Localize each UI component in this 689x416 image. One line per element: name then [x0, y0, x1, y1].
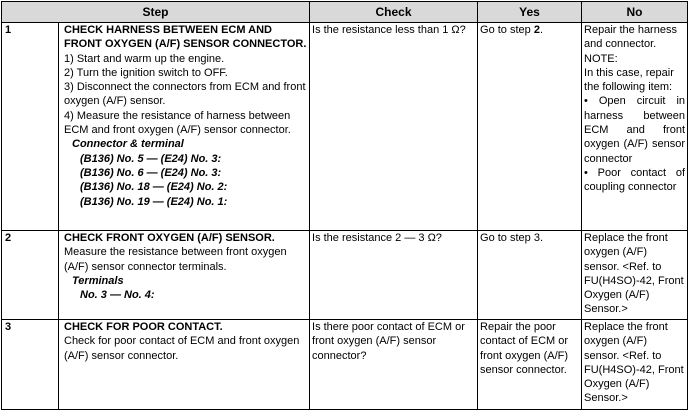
procedure-line: 1) Start and warm up the engine.: [64, 52, 225, 65]
diagnostic-table: [1, 1, 688, 410]
step-text: Check for poor contact of ECM and front oxygen (A/F) sensor connector.: [64, 335, 300, 362]
step-number: 3: [2, 320, 59, 410]
no-cell: [582, 23, 688, 231]
step-title: CHECK FRONT OXYGEN (A/F) SENSOR.: [64, 232, 275, 244]
yes-cell: Go to step 3.: [478, 231, 582, 320]
yes-step: 2: [533, 24, 540, 36]
terminal-pair: (B136) No. 19 — (E24) No. 1:: [80, 195, 228, 208]
procedure-line: 3) Disconnect the connectors from ECM and front oxygen (A/F) sensor.: [64, 81, 306, 108]
header-row: [2, 2, 688, 23]
terminals-label: Terminals: [72, 274, 124, 287]
note-item: • Open circuit in harness between ECM and front oxygen (A/F) sensor connector: [584, 95, 686, 165]
step-cell: [59, 320, 310, 410]
terminal-pair: No. 3 — No. 4:: [80, 289, 155, 302]
step-title: CHECK FOR POOR CONTACT.: [64, 321, 223, 333]
terminal-pair: (B136) No. 5 — (E24) No. 3:: [80, 152, 222, 165]
connector-label: Connector & terminal: [72, 138, 184, 151]
header-yes: Yes: [478, 2, 582, 23]
check-cell: Is the resistance less than 1 Ω?: [310, 23, 478, 231]
step-text: Measure the resistance between front oxygen (A/F) sensor connector terminals.: [64, 246, 287, 273]
table-row: [2, 320, 688, 410]
yes-cell: Go to step 2.: [478, 23, 582, 231]
step-number: 1: [2, 23, 59, 231]
no-cell: Replace the front oxygen (A/F) sensor. <Ref. to FU(H4SO)-42, Front Oxygen (A/F) Sensor.>: [582, 320, 688, 410]
terminal-pair: (B136) No. 18 — (E24) No. 2:: [80, 181, 228, 194]
table-row: [2, 231, 688, 320]
header-step: Step: [2, 2, 310, 23]
check-cell: Is the resistance 2 — 3 Ω?: [310, 231, 478, 320]
yes-cell: Repair the poor contact of ECM or front oxygen (A/F) sensor connector.: [478, 320, 582, 410]
header-no: No: [582, 2, 688, 23]
step-number: 2: [2, 231, 59, 320]
step-cell: [59, 23, 310, 231]
table-row: [2, 23, 688, 231]
step-title: CHECK HARNESS BETWEEN ECM AND FRONT OXYGEN (A/F) SENSOR CONNECTOR.: [64, 24, 307, 51]
yes-text: Go to step: [480, 24, 534, 36]
note-item: • Poor contact of coupling connector: [584, 166, 686, 194]
no-text: Repair the harness and connector.: [584, 24, 677, 51]
header-check: Check: [310, 2, 478, 23]
procedure-line: 4) Measure the resistance of harness between ECM and front oxygen (A/F) sensor connector.: [64, 109, 291, 137]
check-cell: Is there poor contact of ECM or front oxygen (A/F) sensor connector?: [310, 320, 478, 410]
procedure-line: 2) Turn the ignition switch to OFF.: [64, 66, 228, 79]
note-intro: In this case, repair the following item:: [584, 66, 674, 94]
note-label: NOTE:: [584, 52, 618, 65]
step-cell: [59, 231, 310, 320]
terminal-pair: (B136) No. 6 — (E24) No. 3:: [80, 166, 222, 179]
no-cell: Replace the front oxygen (A/F) sensor. <Ref. to FU(H4SO)-42, Front Oxygen (A/F) Sensor.>: [582, 231, 688, 320]
